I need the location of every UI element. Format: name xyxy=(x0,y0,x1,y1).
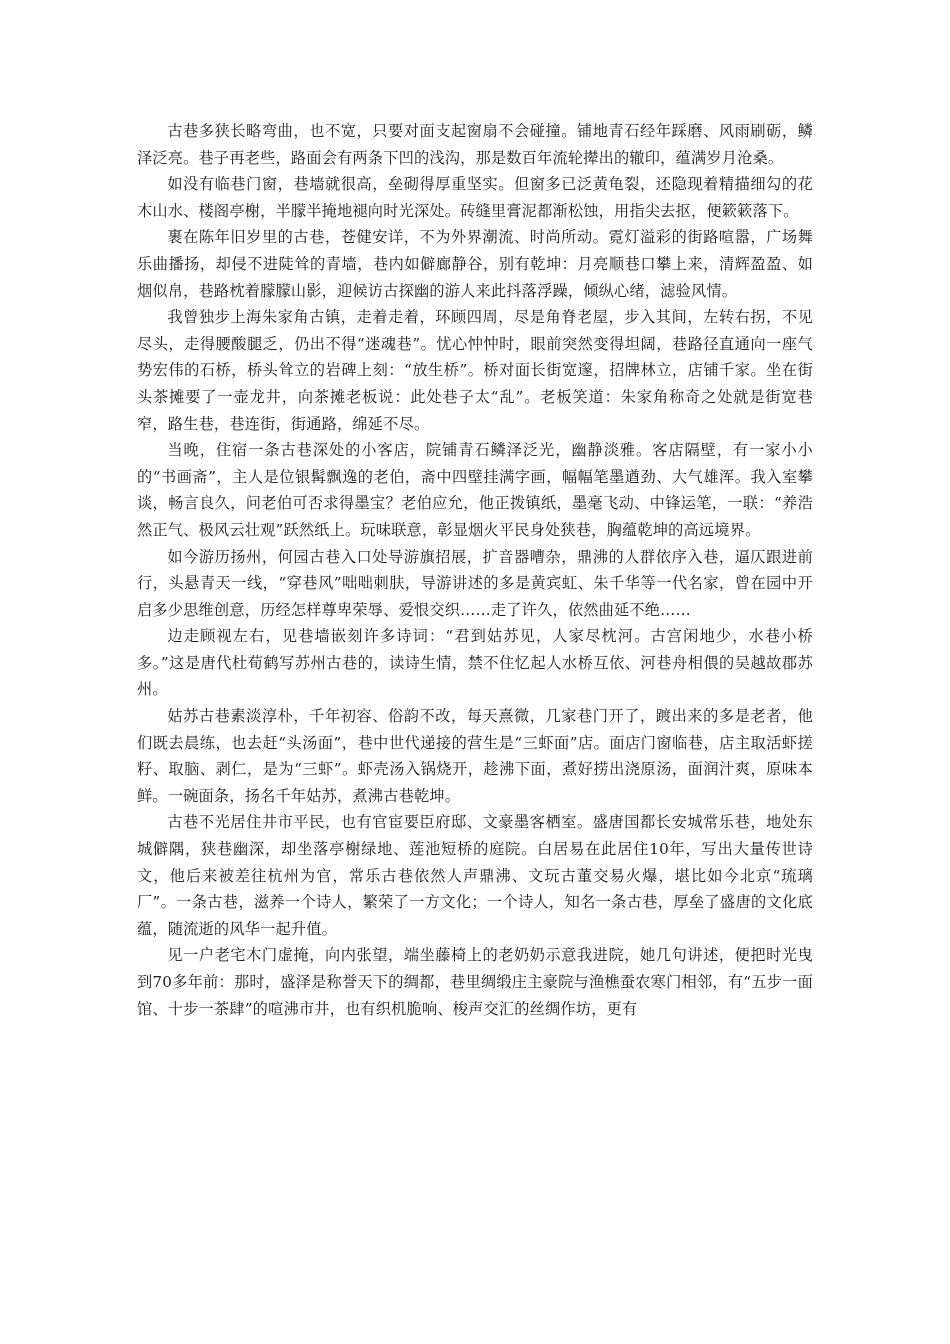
paragraph: 边走顾视左右，见巷墙嵌刻许多诗词：“君到姑苏见，人家尽枕河。古宫闲地少，水巷小桥多。”这是唐代杜荀鹤写苏州古巷的，读诗生情，禁不住忆起人水桥互依、河巷舟相偎的吴越故郡苏州。 xyxy=(137,627,813,699)
paragraph: 见一户老宅木门虚掩，向内张望，端坐藤椅上的老奶奶示意我进院，她几句讲述，便把时光曳到70多年前：那时，盛泽是称誉天下的绸都，巷里绸缎庄主豪院与渔樵蚕农寒门相邻，有“五步一面馆、十步一茶肆”的喧沸市井，也有织机脆响、梭声交汇的丝绸作坊，更有 xyxy=(137,946,813,1018)
paragraph: 当晚，住宿一条古巷深处的小客店，院铺青石鳞泽泛光，幽静淡雅。客店隔壁，有一家小小的“书画斋”，主人是位银髯飘逸的老伯，斋中四壁挂满字画，幅幅笔墨遒劲、大气雄浑。我入室攀谈，畅言良久，问老伯可否求得墨宝？老伯应允，他正拨镇纸，墨毫飞动、中锋运笔，一联：“养浩然正气、极风云壮观”跃然纸上。玩味联意，彰显烟火平民身处狭巷，胸蕴乾坤的高远境界。 xyxy=(137,441,813,539)
document-page xyxy=(137,118,813,1022)
paragraph: 裹在陈年旧岁里的古巷，苍健安详，不为外界潮流、时尚所动。霓灯溢彩的街路喧嚣，广场舞乐曲播扬，却侵不进陡耸的青墙，巷内如僻廊静谷，别有乾坤：月亮顺巷口攀上来，清辉盈盈、如烟似帛，巷路枕着朦朦山影，迎候访古探幽的游人来此抖落浮躁，倾纵心绪，滤验风情。 xyxy=(137,228,813,300)
paragraph: 古巷不光居住井市平民，也有官宦要臣府邸、文豪墨客栖室。盛唐国都长安城常乐巷，地处东城僻隅，狭巷幽深，却坐落亭榭绿地、莲池短桥的庭院。白居易在此居住10年，写出大量传世诗文，他后来被差往杭州为官，常乐古巷依然人声鼎沸、文玩古董交易火爆，堪比如今北京“琉璃厂”。一条古巷，滋养一个诗人，繁荣了一方文化；一个诗人，知名一条古巷，厚垒了盛唐的文化底蕴，随流逝的风华一起升值。 xyxy=(137,813,813,938)
paragraph: 如今游历扬州，何园古巷入口处导游旗招展，扩音器嘈杂，鼎沸的人群依序入巷，逼仄跟进前行，头悬青天一线，“穿巷风”咄咄刺肤，导游讲述的多是黄宾虹、朱千华等一代名家，曾在园中开启多少思维创意，历经怎样尊卑荣辱、爱恨交织……走了许久，依然曲延不绝…… xyxy=(137,547,813,619)
paragraph: 古巷多狭长略弯曲，也不宽，只要对面支起窗扇不会碰撞。铺地青石经年踩磨、风雨刷砺，鳞泽泛亮。巷子再老些，路面会有两条下凹的浅沟，那是数百年流轮撵出的辙印，蕴满岁月沧桑。 xyxy=(137,122,813,167)
paragraph: 我曾独步上海朱家角古镇，走着走着，环顾四周，尽是角脊老屋，步入其间，左转右拐，不见尽头，走得腰酸腿乏，仍出不得“迷魂巷”。忧心忡忡时，眼前突然变得坦阔，巷路径直通向一座气势宏伟的石桥，桥头耸立的岩碑上刻：“放生桥”。桥对面长街宽邃，招牌林立，店铺千家。坐在街头茶摊要了一壶龙井，向茶摊老板说：此处巷子太“乱”。老板笑道：朱家角称奇之处就是街宽巷窄，路生巷，巷连街，街通路，绵延不尽。 xyxy=(137,308,813,433)
paragraph: 如没有临巷门窗，巷墙就很高，垒砌得厚重坚实。但窗多已泛黄龟裂，还隐现着精描细勾的花木山水、楼阁亭榭，半朦半掩地褪向时光深处。砖缝里膏泥都渐松蚀，用指尖去抠，便簌簌落下。 xyxy=(137,175,813,220)
paragraph: 姑苏古巷素淡淳朴，千年初容、俗韵不改，每天熹微，几家巷门开了，踱出来的多是老者，他们既去晨练，也去赶“头汤面”，巷中世代递接的营生是“三虾面”店。面店门窗临巷，店主取活虾搓籽、取脑、剥仁，是为“三虾”。虾壳汤入锅烧开，趁沸下面，煮好捞出浇原汤，面润汁爽，原味本鲜。一碗面条，扬名千年姑苏，煮沸古巷乾坤。 xyxy=(137,707,813,805)
